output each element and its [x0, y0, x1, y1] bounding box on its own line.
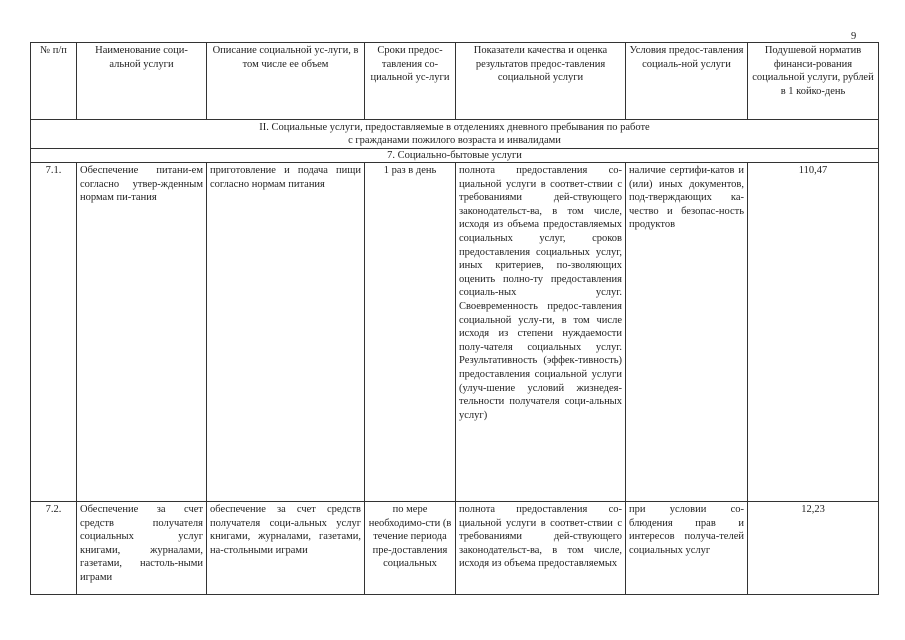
service-conditions: наличие сертифи-катов и (или) иных документов, под-тверждающих ка-чество и безопас-ность продуктов: [626, 163, 748, 502]
header-cell-quality: Показатели качества и оценка результатов предос-тавления социальной услуги: [456, 43, 626, 120]
service-terms: 1 раз в день: [365, 163, 456, 502]
table-row: [31, 163, 879, 502]
quality-indicators: полнота предоставления со-циальной услуги в соответ-ствии с требованиями дей-ствующего законодательст-ва, в том числе, исходя из объема предоставляемых социальных услуг, сроков предоставления социальных услуг, иных критериев, по-зволяющих оценить полно-ту предоставления социаль-ных услуг. Своевременность предос-тавления социальной услу-ги, в том числе исходя из степени нуждаемости полу-чателя социальных услуг. Результативность (эффек-тивность) предоставления социальной услуги (улуч-шение условий жизнедея-тельности получателя соци-альных услуг): [456, 163, 626, 502]
services-table: [30, 42, 879, 595]
section-title: [31, 120, 879, 149]
header-cell-name: Наименование соци-альной услуги: [77, 43, 207, 120]
quality-indicators: полнота предоставления со-циальной услуги в соответ-ствии с требованиями дей-ствующего законодательст-ва, в том числе, исходя из объема предоставляемых: [456, 502, 626, 595]
section-row: [31, 120, 879, 149]
header-cell-description: Описание социальной ус-луги, в том числе ее объем: [207, 43, 365, 120]
header-cell-number: № п/п: [31, 43, 77, 120]
header-row: [31, 43, 879, 120]
page-number: 9: [851, 31, 857, 42]
funding-norm: 12,23: [748, 502, 879, 595]
service-terms: по мере необходимо-сти (в течение периода пре-доставления социальных: [365, 502, 456, 595]
table-row: [31, 502, 879, 595]
header-cell-conditions: Условия предос-тавления социаль-ной услуги: [626, 43, 748, 120]
service-description: обеспечение за счет средств получателя соци-альных услуг книгами, журналами, газетами, на-стольными играми: [207, 502, 365, 595]
row-number: 7.1.: [31, 163, 77, 502]
header-cell-norm: Подушевой норматив финанси-рования социальной услуги, рублей в 1 койко-день: [748, 43, 879, 120]
header-cell-terms: Сроки предос-тавления со-циальной ус-луги: [365, 43, 456, 120]
service-description: приготовление и подача пищи согласно нормам питания: [207, 163, 365, 502]
subsection-row: [31, 149, 879, 163]
service-conditions: при условии со-блюдения прав и интересов получа-телей социальных услуг: [626, 502, 748, 595]
section-title-line-2: с гражданами пожилого возраста и инвалидами: [348, 135, 561, 146]
section-title-line-1: II. Социальные услуги, предоставляемые в отделениях дневного пребывания по работе: [259, 122, 650, 133]
funding-norm: 110,47: [748, 163, 879, 502]
row-number: 7.2.: [31, 502, 77, 595]
service-name: Обеспечение за счет средств получателя социальных услуг книгами, журналами, газетами, настоль-ными играми: [77, 502, 207, 595]
service-name: Обеспечение питани-ем согласно утвер-жденным нормам пи-тания: [77, 163, 207, 502]
subsection-title: 7. Социально-бытовые услуги: [31, 149, 879, 163]
